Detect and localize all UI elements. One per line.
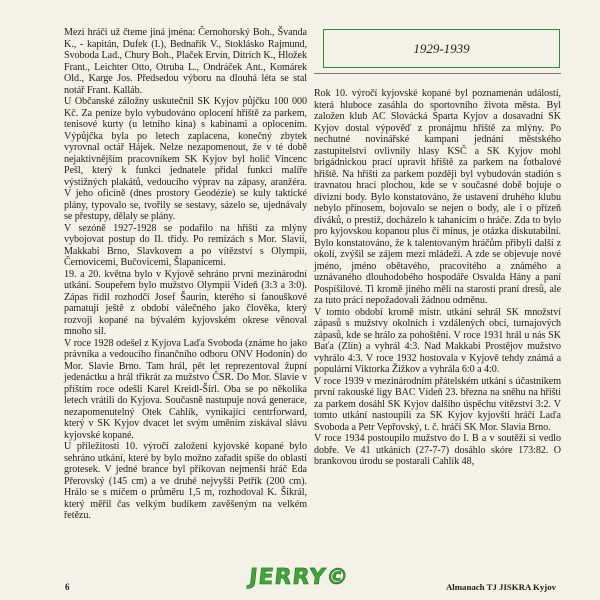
paragraph: V roce 1928 odešel z Kyjova Laďa Svoboda (známe ho jako právníka a vedoucího finančního odboru ONV Hodonín) do Mor. Slavie Brno. Tam hrál, pět let reprezentoval župní jedenáctku a hrál třikrát za mužstvo ČSR. Do Mor. Slavie v příštím roce odešli Karel Kreidl-Šírl. Oba se po několika letech vrátili do Kyjova. Současně nastupuje nová generace, nezapomenutelný Otek Cahlík, vynikající centrforward, který v SK Kyjov dvacet let svým uměním získával slávu kyjovské kopané. [64,337,307,441]
chapter-title: 1929-1939 [413,40,470,56]
paragraph: Mezi hráči už čteme jiná jména: Černohorský Boh., Švanda K., - kapitán, Dufek (I.), Bednařík V., Stoklásko Rajmund, Svoboda Lad., Chury Boh., Plaček Ervín, Ditrich K., Hložek Frant., Leichter Otto, Otruba L., Ondráček Ant., Komárek Old., Karge Jos. Předsedou výboru na dlouhá léta se stal notář Frant. Kalláb. [64,27,307,96]
page-number: 6 [65,582,70,592]
paragraph: U Občanské záložny uskutečnil SK Kyjov půjčku 100 000 Kč. Za peníze bylo vybudováno oplocení hřiště za parkem, tenisové kurty (u letního kina) s kabinami a oplocením. Výpůjčka byla po letech zaplacena, konečný zbytek vyrovnal octář Hájek. Nelze nezapomenout, že v té době nejaktivnějším pracovníkem SK Kyjov byl holič Vincenc Pešl, který k funkci jednatele přidal funkci malíře výstižných plakátů, vedoucího výprav na zápasy, aranžéra. V jeho oficíně (dnes prostory Geodézie) se kuly taktické plány, typovalo se, tvořily se sestavy, sázelo se, ujednávaly se přestupy, dělaly se plány. [64,96,307,222]
paragraph: 19. a 20. května bylo v Kyjově sehráno první mezinárodní utkání. Soupeřem bylo mužstvo Olympii Vídeň (3:3 a 3:0). Zápas řídil rozhodčí Josef Šaurin, kterého si fanouškové pamatují ještě z období válečného jako člověka, který rozvoji kopané na bývalém kyjovském okrese věnoval mnoho sil. [64,268,307,337]
paragraph: V roce 1934 postoupilo mužstvo do I. B a v soutěži si vedlo dobře. Ve 41 utkáních (27-7-7) dosáhlo skóre 173:82. O brankovou úrodu se postarali Cahlík 48, [314,433,561,467]
publication-title: Almanach TJ JISKRA Kyjov [445,582,556,592]
paragraph: Rok 10. výročí kyjovské kopané byl poznamenán událostí, která hluboce zasáhla do sportovního života města. Byl založen klub AC Slovácká Sparta Kyjov a dosavadní SK Kyjov dostal výpověď z pronájmu hřiště za mlýny. Po nechutné novinářské kampani jednání městského zastupitelstvi ovlivnily hlasy KSČ a SK Kyjov mohl brigádnickou prací upravit hřiště za parkem na fotbalové hřiště. Na hřišti za parkem později byl vybudován stadión s travnatou hrací plochou, kde se v současné době bojuje o divizní body. Bylo konstatováno, že ustavení druhého klubu nebylo přínosem, bojovalo se nejen o body, ale i o přízeň diváků, o prestiž, docházelo k tahanicím o hráče. Zda to bylo pro kyjovskou kopanou plus či mínus, je otázka diskutabilní. Bylo konstatováno, že k talentovaným hráčům přibyli další z okolí, zvýšil se zájem mezi mládeží. A zde se objevuje nové jméno, jméno obětavého, pracovitého a známého a uznávaného dlouhodobého hospodáře Osvalda Hány a paní Pospíšilové. Ti kromě jiného měli na starosti praní dresů, ale za tuto práci nepožadovali žádnou odměnu. [314,88,561,306]
paragraph: V sezóně 1927-1928 se podařilo na hřišti za mlýny vybojovat postup do II. třídy. Po remízách s Mor. Slavií, Makkabi Brno, Slavkovem a po vítězství s Olympií, Černovicemi, Bučovicemi, Šlapanicemi. [64,222,307,268]
jerry-logo: JERRY© [247,565,351,590]
right-text-column [314,88,561,468]
paragraph: V tomto období kromě mistr. utkání sehrál SK množství zápasů s mužstvy okolních i vzdálených obcí, turnajových zápasů, kde se hrálo za pohoštění. V roce 1931 hrál u nás SK Baťa (Zlín) a vyhrál 4:3. Nad Makkabi Prostějov mužstvo vyhrálo 4:3. V roce 1932 hostovala v Kyjově tehdy známá a populární Viktorka Žižkov a vyhrála 6:0 a 4:0. [314,306,561,375]
header-divider [314,73,561,74]
paragraph: U příležitosti 10. výročí založení kyjovské kopané bylo sehráno utkání, které by bylo možno zařadit spíše do oblasti grotesek. V jedné brance byl příkovan nejmenší hráč Eda Přerovský (145 cm) a ve druhé nejvyšší Petřík (200 cm). Hrálo se s míčem o průměru 1,5 m, rozhodoval K. Šikrál, který měřil čas velkým budíkem zavěšeným na velkém řetězu. [64,441,307,521]
paragraph: V roce 1939 v mezinárodním přátelském utkání s účastníkem první rakouské ligy BAC Vídeň 23. března na sněhu na hřišti za parkem dosáhl SK Kyjov dalšího úspěchu vítězství 3:2. V tomto utkání nastoupili za SK Kyjov kyjovští hráči Laďa Svoboda a Petr Vepřovský, t. č. hráči SK Mor. Slavia Brno. [314,375,561,433]
chapter-header-box [323,29,560,68]
left-text-column [64,27,307,522]
